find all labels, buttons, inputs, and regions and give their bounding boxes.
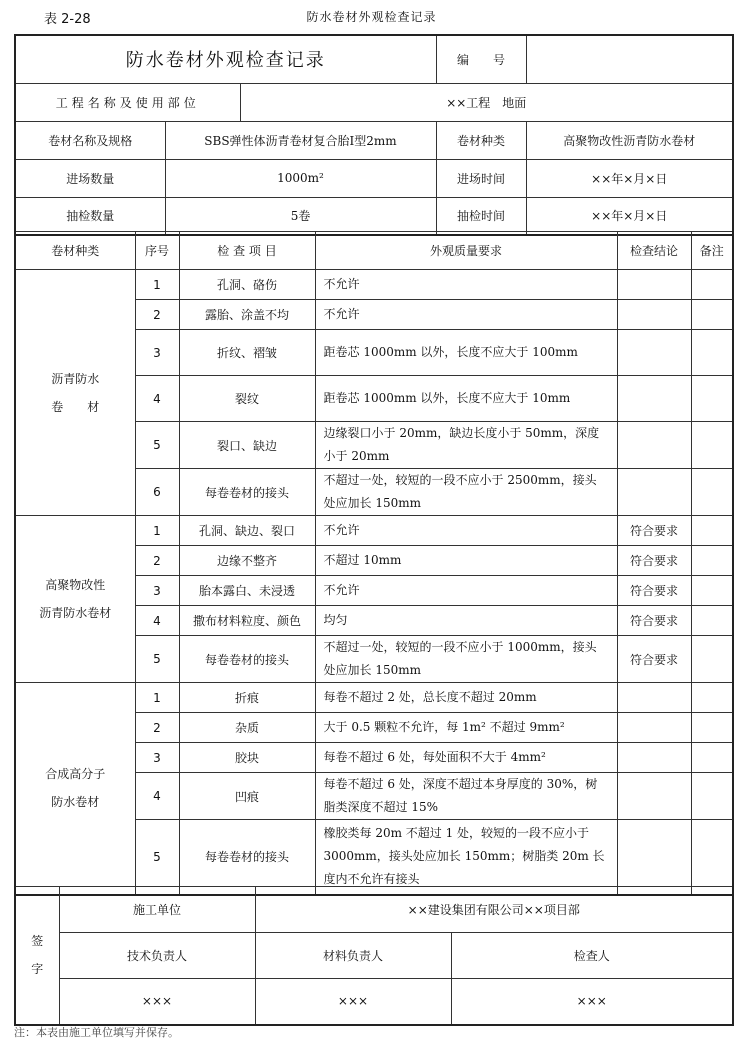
row-number: 3 (135, 743, 179, 773)
note-cell[interactable] (691, 330, 733, 376)
check-item: 每卷卷材的接头 (179, 636, 315, 683)
entry-time-value[interactable]: ××年×月×日 (526, 159, 733, 197)
project-value[interactable]: ××工程 地面 (240, 83, 733, 121)
quantity-value[interactable]: 1000m² (165, 159, 436, 197)
row-number: 4 (135, 773, 179, 820)
signature-table (14, 886, 734, 1026)
check-item: 边缘不整齐 (179, 546, 315, 576)
inspection-table (14, 231, 734, 896)
row-number: 3 (135, 330, 179, 376)
check-item: 每卷卷材的接头 (179, 469, 315, 516)
note-cell[interactable] (691, 376, 733, 422)
column-header: 卷材种类 (15, 232, 135, 270)
entry-time-label: 进场时间 (436, 159, 526, 197)
check-item: 折纹、褶皱 (179, 330, 315, 376)
number-label: 编 号 (436, 35, 526, 83)
check-item: 每卷卷材的接头 (179, 820, 315, 895)
row-number: 4 (135, 376, 179, 422)
footnote: 注：本表由施工单位填写并保存。 (14, 1026, 179, 1039)
check-item: 裂纹 (179, 376, 315, 422)
table-row (15, 683, 733, 713)
table-row (15, 516, 733, 546)
type-value[interactable]: 高聚物改性沥青防水卷材 (526, 121, 733, 159)
group-label-line: 合成高分子 (45, 767, 106, 782)
check-item: 孔洞、缺边、裂口 (179, 516, 315, 546)
group-label-line: 沥青防水 (51, 371, 100, 386)
note-cell[interactable] (691, 546, 733, 576)
result-cell[interactable] (617, 743, 691, 773)
note-cell[interactable] (691, 773, 733, 820)
requirement: 不允许 (315, 270, 617, 300)
sample-label: 抽检数量 (15, 197, 165, 235)
result-cell[interactable] (617, 713, 691, 743)
requirement: 每卷不超过 2 处，总长度不超过 20mm (315, 683, 617, 713)
result-cell[interactable] (617, 300, 691, 330)
requirement: 不允许 (315, 300, 617, 330)
column-header: 外观质量要求 (315, 232, 617, 270)
check-item: 裂口、缺边 (179, 422, 315, 469)
role-inspector: 检查人 (451, 933, 733, 979)
result-cell[interactable]: 符合要求 (617, 516, 691, 546)
result-cell[interactable] (617, 422, 691, 469)
requirement: 距卷芯 1000mm 以外，长度不应大于 100mm (315, 330, 617, 376)
check-item: 撒布材料粒度、颜色 (179, 606, 315, 636)
row-number: 2 (135, 300, 179, 330)
group-label-line: 卷 材 (51, 399, 100, 414)
note-cell[interactable] (691, 469, 733, 516)
check-item: 折痕 (179, 683, 315, 713)
requirement: 每卷不超过 6 处，深度不超过本身厚度的 30%，树脂类深度不超过 15% (315, 773, 617, 820)
result-cell[interactable] (617, 773, 691, 820)
construction-unit-value[interactable]: ××建设集团有限公司××项目部 (255, 887, 733, 933)
requirement: 大于 0.5 颗粒不允许，每 1m² 不超过 9mm² (315, 713, 617, 743)
type-label: 卷材种类 (436, 121, 526, 159)
project-label: 工程名称及使用部位 (15, 83, 240, 121)
signature-label (15, 887, 59, 1025)
requirement: 橡胶类每 20m 不超过 1 处，较短的一段不应小于 3000mm，接头处应加长 150mm；树脂类 20m 长度内不允许有接头 (315, 820, 617, 895)
signature-inspector[interactable]: ××× (451, 979, 733, 1025)
result-cell[interactable] (617, 270, 691, 300)
result-cell[interactable] (617, 820, 691, 895)
check-item: 凹痕 (179, 773, 315, 820)
note-cell[interactable] (691, 636, 733, 683)
requirement: 不超过一处，较短的一段不应小于 2500mm，接头处应加长 150mm (315, 469, 617, 516)
check-item: 孔洞、硌伤 (179, 270, 315, 300)
table-row (15, 270, 733, 300)
requirement: 不允许 (315, 576, 617, 606)
result-cell[interactable] (617, 330, 691, 376)
column-header: 检查结论 (617, 232, 691, 270)
group-label-synthetic (15, 683, 135, 895)
note-cell[interactable] (691, 270, 733, 300)
row-number: 1 (135, 516, 179, 546)
row-number: 1 (135, 270, 179, 300)
column-header-row (15, 232, 733, 270)
construction-unit-label: 施工单位 (59, 887, 255, 933)
role-tech-lead: 技术负责人 (59, 933, 255, 979)
result-cell[interactable]: 符合要求 (617, 546, 691, 576)
signature-tech-lead[interactable]: ××× (59, 979, 255, 1025)
column-header: 备注 (691, 232, 733, 270)
column-header: 序号 (135, 232, 179, 270)
check-item: 胶块 (179, 743, 315, 773)
requirement: 距卷芯 1000mm 以外，长度不应大于 10mm (315, 376, 617, 422)
group-label-polymer (15, 516, 135, 683)
quantity-label: 进场数量 (15, 159, 165, 197)
row-number: 5 (135, 820, 179, 895)
check-time-value[interactable]: ××年×月×日 (526, 197, 733, 235)
group-label-line: 高聚物改性 (45, 578, 106, 592)
result-cell[interactable] (617, 376, 691, 422)
group-label-asphalt (15, 270, 135, 516)
requirement: 不允许 (315, 516, 617, 546)
note-cell[interactable] (691, 820, 733, 895)
note-cell[interactable] (691, 683, 733, 713)
note-cell[interactable] (691, 300, 733, 330)
note-cell[interactable] (691, 516, 733, 546)
requirement: 不超过 10mm (315, 546, 617, 576)
result-cell[interactable] (617, 683, 691, 713)
group-label-line: 防水卷材 (51, 795, 100, 810)
signature-material-lead[interactable]: ××× (255, 979, 451, 1025)
note-cell[interactable] (691, 422, 733, 469)
form-title: 防水卷材外观检查记录 (15, 35, 436, 83)
row-number: 2 (135, 546, 179, 576)
row-number: 3 (135, 576, 179, 606)
row-number: 5 (135, 636, 179, 683)
requirement: 不超过一处，较短的一段不应小于 1000mm，接头处应加长 150mm (315, 636, 617, 683)
row-number: 6 (135, 469, 179, 516)
number-field[interactable] (526, 35, 733, 83)
material-label: 卷材名称及规格 (15, 121, 165, 159)
check-item: 胎本露白、未浸透 (179, 576, 315, 606)
note-cell[interactable] (691, 576, 733, 606)
check-item: 露胎、涂盖不均 (179, 300, 315, 330)
result-cell[interactable]: 符合要求 (617, 606, 691, 636)
row-number: 4 (135, 606, 179, 636)
result-cell[interactable] (617, 469, 691, 516)
requirement: 每卷不超过 6 处，每处面积不大于 4mm² (315, 743, 617, 773)
signature-label-line: 字 (31, 962, 44, 977)
note-cell[interactable] (691, 713, 733, 743)
material-value[interactable]: SBS弹性体沥青卷材复合胎Ⅰ型2mm (165, 121, 436, 159)
check-item: 杂质 (179, 713, 315, 743)
note-cell[interactable] (691, 743, 733, 773)
check-time-label: 抽检时间 (436, 197, 526, 235)
result-cell[interactable]: 符合要求 (617, 576, 691, 606)
row-number: 1 (135, 683, 179, 713)
row-number: 5 (135, 422, 179, 469)
requirement: 均匀 (315, 606, 617, 636)
sample-value[interactable]: 5卷 (165, 197, 436, 235)
table-number: 表 2-28 (44, 12, 91, 27)
signature-label-line: 签 (31, 934, 44, 949)
page-header-title: 防水卷材外观检查记录 (306, 10, 437, 24)
info-table (14, 34, 734, 236)
column-header: 检 查 项 目 (179, 232, 315, 270)
group-label-line: 沥青防水卷材 (39, 606, 112, 620)
requirement: 边缘裂口小于 20mm，缺边长度小于 50mm，深度小于 20mm (315, 422, 617, 469)
row-number: 2 (135, 713, 179, 743)
note-cell[interactable] (691, 606, 733, 636)
role-material-lead: 材料负责人 (255, 933, 451, 979)
result-cell[interactable]: 符合要求 (617, 636, 691, 683)
